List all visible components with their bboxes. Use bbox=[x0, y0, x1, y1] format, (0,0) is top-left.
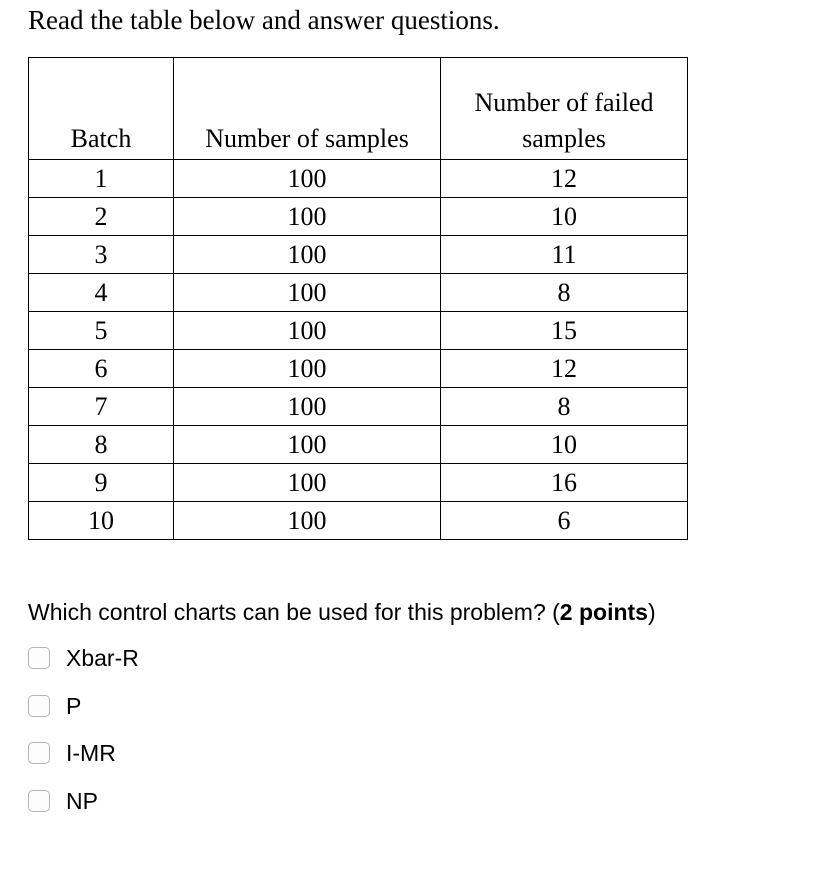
cell-batch: 10 bbox=[29, 502, 174, 540]
instructions-text: Read the table below and answer questions. bbox=[28, 5, 500, 35]
checkbox-xbar-r[interactable] bbox=[28, 647, 50, 669]
table-row bbox=[29, 388, 688, 426]
header-failed-line1: Number of failed bbox=[474, 88, 654, 117]
table-row bbox=[29, 350, 688, 388]
cell-samples: 100 bbox=[174, 312, 441, 350]
cell-failed: 8 bbox=[441, 388, 688, 426]
cell-failed: 11 bbox=[441, 236, 688, 274]
table-row bbox=[29, 464, 688, 502]
cell-samples: 100 bbox=[174, 350, 441, 388]
option-np[interactable] bbox=[28, 783, 139, 819]
table-row bbox=[29, 312, 688, 350]
table-row bbox=[29, 502, 688, 540]
header-number-of-failed-samples bbox=[441, 58, 688, 160]
table-header-row bbox=[29, 58, 688, 160]
option-label: P bbox=[66, 692, 82, 719]
cell-batch: 2 bbox=[29, 198, 174, 236]
cell-samples: 100 bbox=[174, 464, 441, 502]
cell-batch: 8 bbox=[29, 426, 174, 464]
cell-batch: 6 bbox=[29, 350, 174, 388]
checkbox-p[interactable] bbox=[28, 695, 50, 717]
cell-samples: 100 bbox=[174, 274, 441, 312]
question-points: 2 points bbox=[559, 599, 648, 625]
cell-failed: 10 bbox=[441, 198, 688, 236]
cell-failed: 6 bbox=[441, 502, 688, 540]
question-close-paren: ) bbox=[647, 599, 656, 625]
checkbox-i-mr[interactable] bbox=[28, 742, 50, 764]
option-i-mr[interactable] bbox=[28, 735, 139, 771]
question-text bbox=[28, 597, 656, 627]
option-label: NP bbox=[66, 787, 98, 814]
batch-data-table bbox=[28, 57, 688, 540]
option-xbar-r[interactable] bbox=[28, 640, 139, 676]
cell-samples: 100 bbox=[174, 236, 441, 274]
table-row bbox=[29, 198, 688, 236]
cell-samples: 100 bbox=[174, 198, 441, 236]
cell-batch: 1 bbox=[29, 160, 174, 198]
table-row bbox=[29, 426, 688, 464]
cell-samples: 100 bbox=[174, 388, 441, 426]
cell-failed: 8 bbox=[441, 274, 688, 312]
option-label: Xbar-R bbox=[66, 645, 139, 671]
cell-samples: 100 bbox=[174, 502, 441, 540]
cell-batch: 9 bbox=[29, 464, 174, 502]
cell-batch: 5 bbox=[29, 312, 174, 350]
cell-failed: 12 bbox=[441, 350, 688, 388]
option-p[interactable] bbox=[28, 688, 139, 724]
answer-options bbox=[28, 640, 139, 830]
cell-failed: 16 bbox=[441, 464, 688, 502]
header-batch: Batch bbox=[29, 58, 174, 160]
question-prompt: Which control charts can be used for this problem? ( bbox=[28, 599, 560, 625]
header-number-of-samples: Number of samples bbox=[174, 58, 441, 160]
cell-batch: 7 bbox=[29, 388, 174, 426]
cell-failed: 15 bbox=[441, 312, 688, 350]
header-failed-line2: samples bbox=[522, 124, 606, 153]
cell-samples: 100 bbox=[174, 160, 441, 198]
cell-failed: 10 bbox=[441, 426, 688, 464]
cell-samples: 100 bbox=[174, 426, 441, 464]
cell-failed: 12 bbox=[441, 160, 688, 198]
checkbox-np[interactable] bbox=[28, 790, 50, 812]
table-row bbox=[29, 274, 688, 312]
table-row bbox=[29, 236, 688, 274]
option-label: I-MR bbox=[66, 740, 116, 766]
cell-batch: 4 bbox=[29, 274, 174, 312]
cell-batch: 3 bbox=[29, 236, 174, 274]
table-row bbox=[29, 160, 688, 198]
